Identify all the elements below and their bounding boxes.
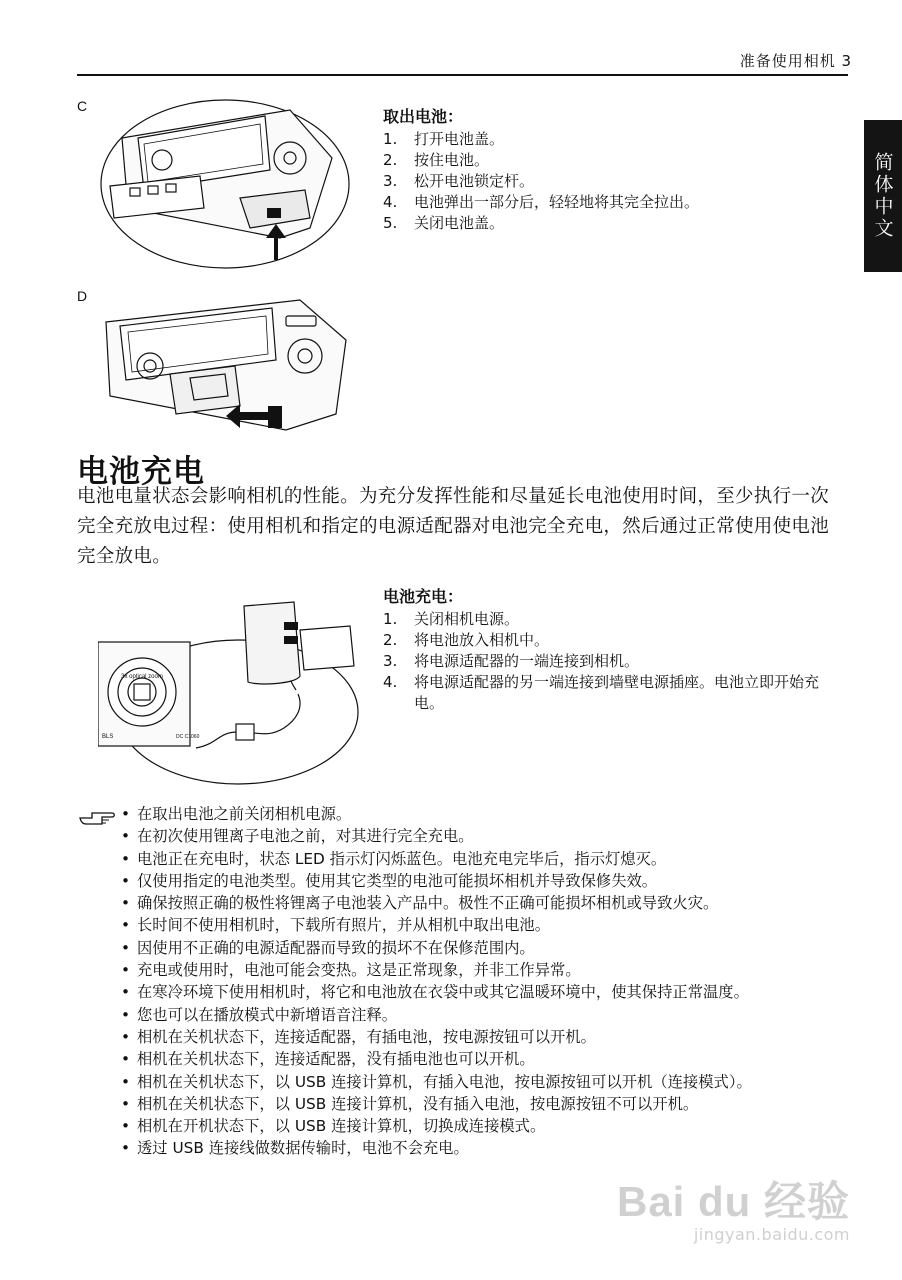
- remove-battery-illustration: [100, 98, 352, 278]
- step-item: [383, 171, 823, 192]
- charging-illustration: [98, 598, 360, 786]
- notes-list: [121, 803, 837, 1160]
- step-text: 按住电池。: [414, 151, 490, 169]
- section-heading: 电池充电: [77, 454, 205, 490]
- language-tab: 简体中文: [864, 120, 902, 272]
- page-header-title: 准备使用相机 3: [739, 52, 852, 70]
- note-item: • 在寒冷环境下使用相机时，将它和电池放在衣袋中或其它温暖环境中，使其保持正常温度。: [121, 981, 837, 1003]
- step-item: [383, 213, 823, 234]
- lens-ring-text: 3x optical zoom: [121, 674, 163, 680]
- step-text: 关闭电池盖。: [414, 214, 505, 232]
- note-item: • 在取出电池之前关闭相机电源。: [121, 803, 837, 825]
- step-item: [383, 129, 823, 150]
- note-item: • 因使用不正确的电源适配器而导致的损坏不在保修范围内。: [121, 937, 837, 959]
- step-item: [383, 630, 838, 651]
- model-text: DC C1060: [176, 734, 200, 740]
- note-item: • 充电或使用时，电池可能会变热。这是正常现象，并非工作异常。: [121, 959, 837, 981]
- note-item: • 电池正在充电时，状态 LED 指示灯闪烁蓝色。电池充电完毕后，指示灯熄灭。: [121, 848, 837, 870]
- step-item: [383, 672, 838, 714]
- step-text: 电池弹出一部分后，轻轻地将其完全拉出。: [414, 193, 700, 211]
- note-item: • 相机在关机状态下，以 USB 连接计算机，没有插入电池，按电源按钮不可以开机。: [121, 1093, 837, 1115]
- step-item: [383, 651, 838, 672]
- figure-label-d: D: [77, 288, 88, 304]
- note-item: • 透过 USB 连接线做数据传输时，电池不会充电。: [121, 1137, 837, 1159]
- step-number: 3.: [383, 652, 398, 670]
- step-number: 4.: [383, 673, 398, 691]
- step-item: [383, 192, 823, 213]
- step-number: 5.: [383, 214, 398, 232]
- note-item: • 仅使用指定的电池类型。使用其它类型的电池可能损坏相机并导致保修失效。: [121, 870, 837, 892]
- close-battery-cover-illustration: [100, 296, 350, 436]
- brand-text: BLS: [102, 734, 114, 740]
- step-item: [383, 609, 838, 630]
- step-text: 将电源适配器的一端连接到相机。: [414, 652, 640, 670]
- step-number: 2.: [383, 631, 398, 649]
- charging-steps-title: 电池充电：: [383, 587, 464, 606]
- step-text: 将电池放入相机中。: [414, 631, 550, 649]
- step-number: 1.: [383, 610, 398, 628]
- step-text: 松开电池锁定杆。: [414, 172, 535, 190]
- note-item: • 在初次使用锂离子电池之前，对其进行完全充电。: [121, 825, 837, 847]
- note-item: • 确保按照正确的极性将锂离子电池装入产品中。极性不正确可能损坏相机或导致火灾。: [121, 892, 837, 914]
- note-item: • 相机在关机状态下，连接适配器，没有插电池也可以开机。: [121, 1048, 837, 1070]
- section-intro: 电池电量状态会影响相机的性能。为充分发挥性能和尽量延长电池使用时间，至少执行一次完全充放电过程：使用相机和指定的电源适配器对电池完全充电，然后通过正常使用使电池完全放电。: [77, 486, 830, 567]
- step-item: [383, 150, 823, 171]
- step-text: 关闭相机电源。: [414, 610, 520, 628]
- note-item: • 相机在关机状态下，以 USB 连接计算机，有插入电池，按电源按钮可以开机（连接模式）。: [121, 1071, 837, 1093]
- watermark-url: jingyan.baidu.com: [693, 1225, 850, 1244]
- step-number: 1.: [383, 130, 398, 148]
- step-number: 4.: [383, 193, 398, 211]
- step-number: 2.: [383, 151, 398, 169]
- note-item: • 您也可以在播放模式中新增语音注释。: [121, 1004, 837, 1026]
- figure-label-c: C: [77, 98, 88, 114]
- header-divider: [77, 74, 848, 76]
- remove-battery-title: 取出电池：: [383, 107, 464, 126]
- watermark-brand: Bai du 经验: [616, 1178, 850, 1225]
- step-text: 打开电池盖。: [414, 130, 505, 148]
- step-number: 3.: [383, 172, 398, 190]
- step-text: 将电源适配器的另一端连接到墙壁电源插座。电池立即开始充电。: [414, 673, 820, 712]
- note-item: • 相机在开机状态下，以 USB 连接计算机，切换成连接模式。: [121, 1115, 837, 1137]
- note-hand-icon: [78, 806, 116, 826]
- note-item: • 长时间不使用相机时，下载所有照片，并从相机中取出电池。: [121, 914, 837, 936]
- watermark: [617, 1169, 850, 1244]
- note-item: • 相机在关机状态下，连接适配器，有插电池，按电源按钮可以开机。: [121, 1026, 837, 1048]
